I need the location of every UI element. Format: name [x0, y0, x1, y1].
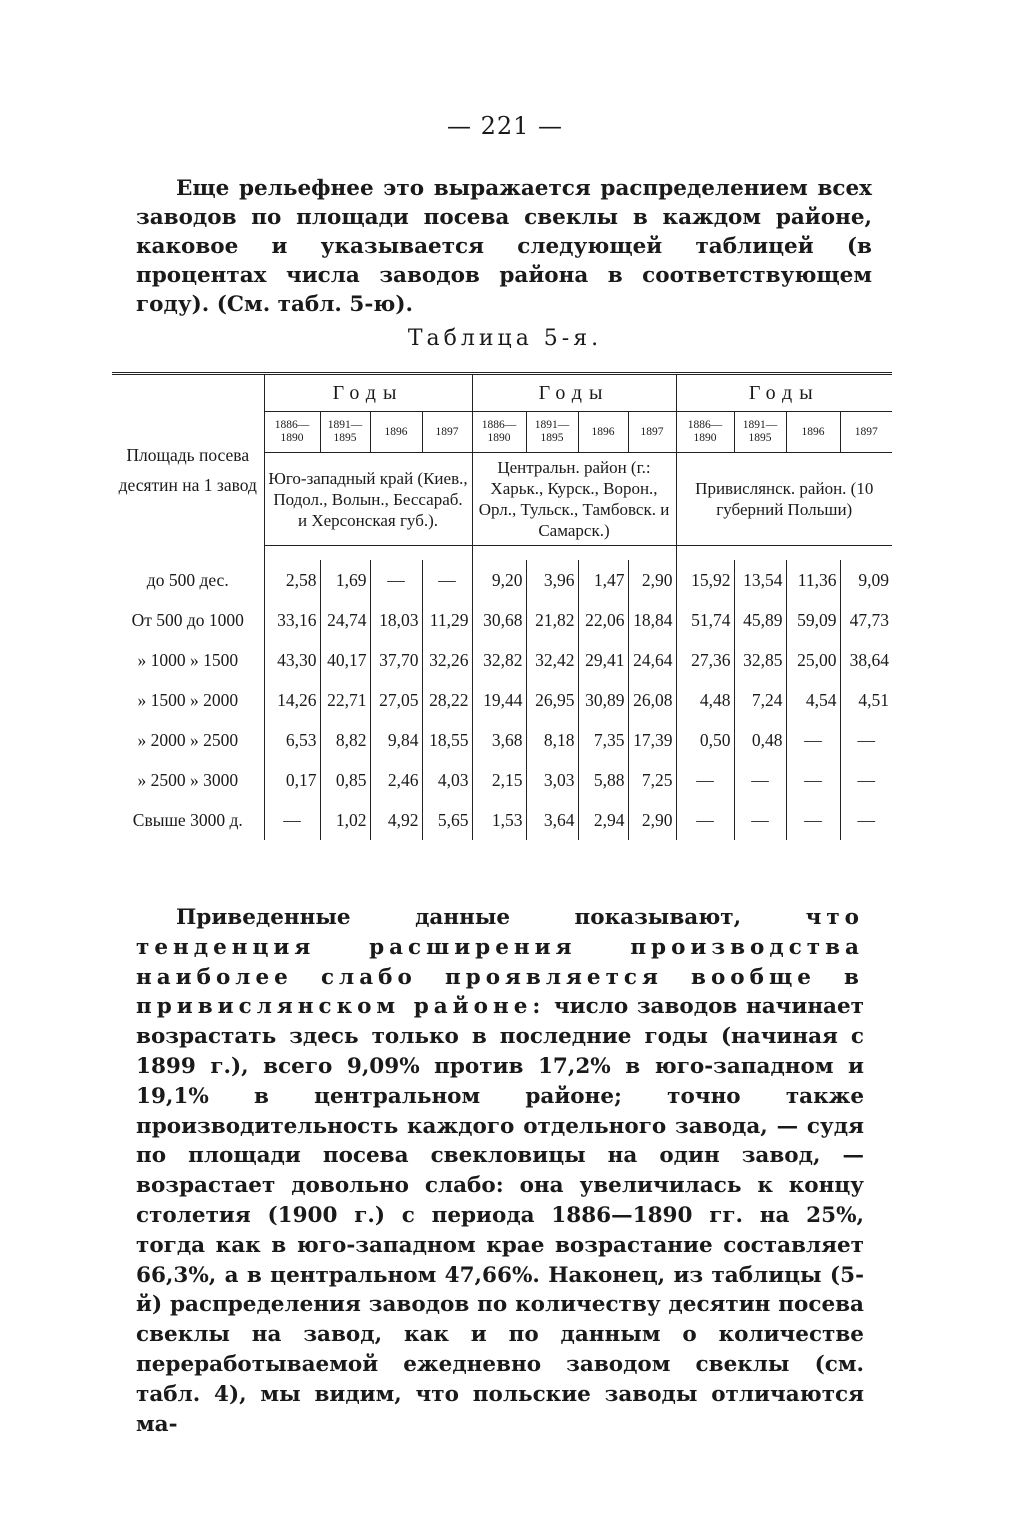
- table-cell: 21,82: [526, 600, 578, 640]
- table-row: [112, 760, 892, 800]
- table-cell: 2,90: [628, 560, 676, 600]
- page-number: — 221 —: [446, 112, 564, 140]
- years-header-central: Годы: [472, 375, 676, 412]
- row-label: » 2500 » 3000: [137, 769, 239, 790]
- row-label: Свыше 3000 д.: [132, 809, 243, 830]
- period-header: 1896: [578, 412, 628, 453]
- table-cell: 17,39: [628, 720, 676, 760]
- table-cell: —: [676, 760, 734, 800]
- table-cell: 18,84: [628, 600, 676, 640]
- paragraph-text: Приведенные данные показывают,: [176, 905, 742, 930]
- table-cell: 2,46: [370, 760, 422, 800]
- table-cell: 7,24: [734, 680, 786, 720]
- table-cell: —: [840, 760, 892, 800]
- table-cell: 30,89: [578, 680, 628, 720]
- table-cell: 3,96: [526, 560, 578, 600]
- table-cell: 5,65: [422, 800, 472, 840]
- table-cell: 1,69: [320, 560, 370, 600]
- table-cell: 6,53: [264, 720, 320, 760]
- table-cell: 11,29: [422, 600, 472, 640]
- table-cell: 0,50: [676, 720, 734, 760]
- table-cell: 19,44: [472, 680, 526, 720]
- table-cell: —: [264, 800, 320, 840]
- table-cell: 26,08: [628, 680, 676, 720]
- table-cell: 9,09: [840, 560, 892, 600]
- row-header-text: Площадь посева десятин на 1 завод: [118, 445, 257, 496]
- paragraph-text: число заводов начинает возрастать здесь только в последние годы (начиная с 1899 г.), всего 9,09% против 17,2% в юго-западном и 19,1% в центральном районе; точно также производительность каждого отдельного завода, — судя по площади посева свекловицы на один завод, — возрастает довольно слабо: она увеличилась к концу столетия (1900 г.) с периода 1886—1890 гг. на 25%, тогда как в юго-западном крае возрастание составляет 66,3%, а в центральном 47,66%. Наконец, из таблицы (5-й) распределения заводов по количеству десятин посева свеклы на завод, как и по данным о количестве переработываемой ежедневно заводом свеклы (см. табл. 4), мы видим, что польские заводы отличаются ма-: [136, 994, 864, 1437]
- table-cell: 1,47: [578, 560, 628, 600]
- table-cell: 4,03: [422, 760, 472, 800]
- table-cell: 32,26: [422, 640, 472, 680]
- table-cell: 2,15: [472, 760, 526, 800]
- table-cell: 9,20: [472, 560, 526, 600]
- period-header: 1897: [628, 412, 676, 453]
- region-central: Центральн. район (г.: Харьк., Курск., Ворон., Орл., Тульск., Тамбовск. и Самарск.): [472, 453, 676, 546]
- table-cell: 4,51: [840, 680, 892, 720]
- years-header-sw: Годы: [264, 375, 472, 412]
- table-cell: 28,22: [422, 680, 472, 720]
- table-cell: 9,84: [370, 720, 422, 760]
- region-vistula: Привислянск. район. (10 губерний Польши): [676, 453, 892, 546]
- table-row: [112, 560, 892, 600]
- table-cell: —: [786, 800, 840, 840]
- body-paragraph: [136, 903, 864, 1439]
- table-cell: 1,02: [320, 800, 370, 840]
- table-cell: 38,64: [840, 640, 892, 680]
- emphasized-text: что тенденция расширения производства наиболее слабо проявляется вообще в привислянском районе:: [136, 905, 864, 1020]
- table-cell: 3,68: [472, 720, 526, 760]
- table-cell: 8,82: [320, 720, 370, 760]
- table-body: [112, 560, 892, 840]
- table-cell: 2,58: [264, 560, 320, 600]
- table-cell: 4,54: [786, 680, 840, 720]
- table-cell: 43,30: [264, 640, 320, 680]
- table-cell: —: [840, 720, 892, 760]
- table-cell: 2,94: [578, 800, 628, 840]
- table-row: [112, 640, 892, 680]
- row-label: » 1000 » 1500: [137, 649, 239, 670]
- table-cell: 32,85: [734, 640, 786, 680]
- table-cell: 24,64: [628, 640, 676, 680]
- table-cell: 2,90: [628, 800, 676, 840]
- intro-paragraph: Еще рельефнее это выражается распределением всех заводов по площади посева свеклы в каждом районе, каковое и указывается следующей таблицей (в процентах числа заводов района в соответствующем году). (См. табл. 5-ю).: [136, 176, 872, 317]
- table-cell: 33,16: [264, 600, 320, 640]
- table-cell: 25,00: [786, 640, 840, 680]
- factories-table: [112, 372, 892, 840]
- table-cell: 32,42: [526, 640, 578, 680]
- table-title: Таблица 5-я.: [407, 326, 603, 351]
- table-cell: 59,09: [786, 600, 840, 640]
- table-cell: 30,68: [472, 600, 526, 640]
- table-cell: 11,36: [786, 560, 840, 600]
- table-cell: 3,03: [526, 760, 578, 800]
- table-cell: —: [422, 560, 472, 600]
- period-header: 1886—1890: [472, 412, 526, 453]
- table-cell: 40,17: [320, 640, 370, 680]
- table-cell: 7,35: [578, 720, 628, 760]
- table-cell: 22,06: [578, 600, 628, 640]
- table-cell: 29,41: [578, 640, 628, 680]
- table-cell: 4,92: [370, 800, 422, 840]
- table-cell: —: [676, 800, 734, 840]
- table-cell: 47,73: [840, 600, 892, 640]
- table-row: [112, 680, 892, 720]
- table-cell: 0,17: [264, 760, 320, 800]
- table-cell: 45,89: [734, 600, 786, 640]
- row-label: » 2000 » 2500: [137, 729, 239, 750]
- table-cell: 0,48: [734, 720, 786, 760]
- row-label: до 500 дес.: [146, 569, 229, 590]
- table-cell: 27,05: [370, 680, 422, 720]
- table-cell: 37,70: [370, 640, 422, 680]
- row-header: [112, 375, 264, 546]
- period-header: 1886—1890: [264, 412, 320, 453]
- table-cell: —: [786, 760, 840, 800]
- table-cell: 26,95: [526, 680, 578, 720]
- table-cell: 27,36: [676, 640, 734, 680]
- table-cell: —: [786, 720, 840, 760]
- period-header: 1897: [840, 412, 892, 453]
- row-label: » 1500 » 2000: [137, 689, 239, 710]
- table-row: [112, 720, 892, 760]
- table-cell: 13,54: [734, 560, 786, 600]
- table-cell: —: [734, 760, 786, 800]
- row-label: От 500 до 1000: [131, 609, 244, 630]
- table-cell: 5,88: [578, 760, 628, 800]
- table-cell: 14,26: [264, 680, 320, 720]
- period-header: 1896: [370, 412, 422, 453]
- table-cell: 24,74: [320, 600, 370, 640]
- period-header: 1891—1895: [734, 412, 786, 453]
- table-cell: —: [734, 800, 786, 840]
- years-header-vistula: Годы: [676, 375, 892, 412]
- table-cell: 0,85: [320, 760, 370, 800]
- table-cell: 7,25: [628, 760, 676, 800]
- table-cell: 32,82: [472, 640, 526, 680]
- period-header: 1891—1895: [526, 412, 578, 453]
- region-southwest: Юго-западный край (Киев., Подол., Волын., Бессараб. и Херсонская губ.).: [264, 453, 472, 546]
- period-header: 1896: [786, 412, 840, 453]
- table-cell: 1,53: [472, 800, 526, 840]
- table-cell: —: [370, 560, 422, 600]
- table-row: [112, 600, 892, 640]
- period-header: 1886—1890: [676, 412, 734, 453]
- table-cell: 18,55: [422, 720, 472, 760]
- table-cell: 4,48: [676, 680, 734, 720]
- table-cell: 22,71: [320, 680, 370, 720]
- table-cell: 8,18: [526, 720, 578, 760]
- period-header: 1897: [422, 412, 472, 453]
- period-header: 1891—1895: [320, 412, 370, 453]
- table-cell: 18,03: [370, 600, 422, 640]
- table-cell: —: [840, 800, 892, 840]
- table-cell: 3,64: [526, 800, 578, 840]
- table-cell: 51,74: [676, 600, 734, 640]
- table-row: [112, 800, 892, 840]
- table-cell: 15,92: [676, 560, 734, 600]
